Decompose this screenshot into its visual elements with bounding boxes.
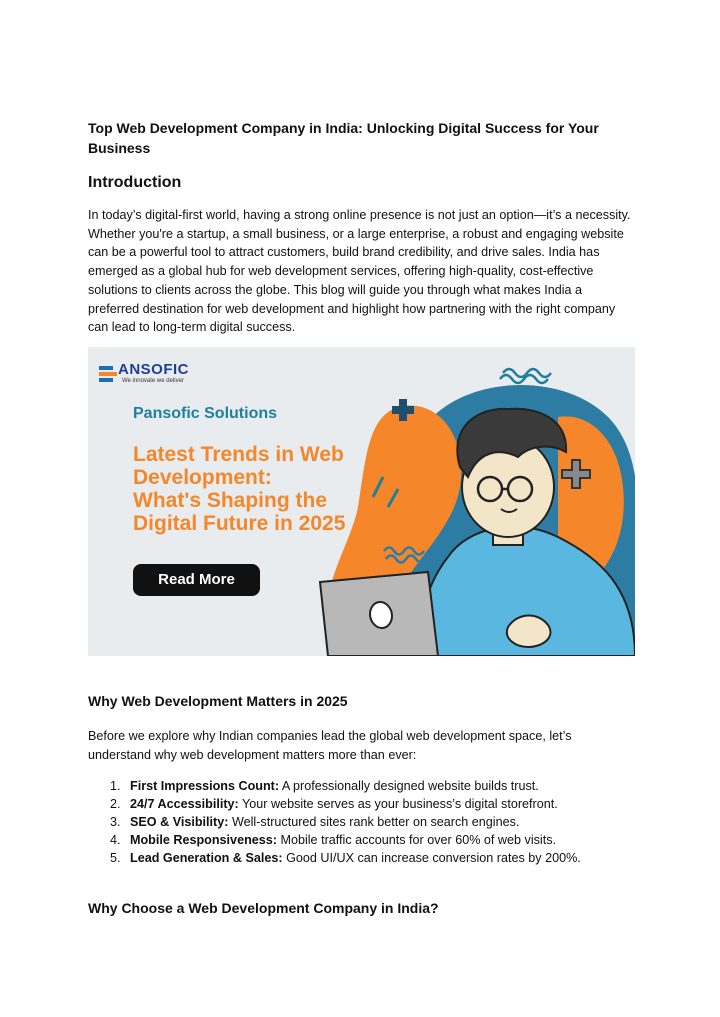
banner-headline xyxy=(133,443,345,535)
list-item-text: A professionally designed website builds trust. xyxy=(279,779,539,793)
promo-banner-image[interactable] xyxy=(88,347,635,656)
introduction-heading: Introduction xyxy=(88,174,182,191)
list-number: 5. xyxy=(110,851,121,865)
list-number: 4. xyxy=(110,833,121,847)
list-item-text: Mobile traffic accounts for over 60% of web visits. xyxy=(276,833,557,847)
banner-headline-line: Development: xyxy=(133,466,272,489)
list-item xyxy=(88,777,581,795)
introduction-paragraph: In today’s digital-first world, having a strong online presence is not just an option—it’s a necessity. Whether you're a startup, a small business, or a large enterprise, a robust and engaging website can be a powerful tool to attract customers, build brand credibility, and drive sales. India has emerged as a global hub for web development services, offering high-quality, cost-effective solutions to clients across the globe. This blog will guide you through what makes India a preferred destination for web development and highlight how partnering with the right company can lead to long-term digital success. xyxy=(88,208,631,335)
list-item-label: 24/7 Accessibility: xyxy=(130,797,239,811)
banner-headline-line: Latest Trends in Web xyxy=(133,443,344,466)
list-item xyxy=(88,831,581,849)
list-item xyxy=(88,813,581,831)
why-paragraph: Before we explore why Indian companies lead the global web development space, let’s understand why web development matters more than ever: xyxy=(88,729,572,762)
list-number: 3. xyxy=(110,815,121,829)
why-heading: Why Web Development Matters in 2025 xyxy=(88,693,348,709)
list-item-label: First Impressions Count: xyxy=(130,779,280,793)
list-item xyxy=(88,795,581,813)
list-number: 1. xyxy=(110,779,121,793)
choose-heading: Why Choose a Web Development Company in India? xyxy=(88,900,439,916)
list-item-label: SEO & Visibility: xyxy=(130,815,229,829)
banner-headline-line: Digital Future in 2025 xyxy=(133,512,346,535)
list-item xyxy=(88,849,581,867)
list-item-label: Lead Generation & Sales: xyxy=(130,851,283,865)
logo-tagline: We innovate we deliver xyxy=(122,378,184,384)
banner-headline-line: What's Shaping the xyxy=(133,489,327,512)
document-title: Top Web Development Company in India: Unlocking Digital Success for Your Business xyxy=(88,120,599,156)
logo-text: ANSOFIC xyxy=(118,361,189,378)
list-item-label: Mobile Responsiveness: xyxy=(130,833,277,847)
list-item-text: Your website serves as your business’s digital storefront. xyxy=(238,797,558,811)
list-number: 2. xyxy=(110,797,121,811)
list-item-text: Good UI/UX can increase conversion rates by 200%. xyxy=(282,851,581,865)
banner-company-name: Pansofic Solutions xyxy=(133,405,278,422)
read-more-button[interactable]: Read More xyxy=(133,564,260,596)
list-item-text: Well-structured sites rank better on search engines. xyxy=(228,815,520,829)
why-list xyxy=(88,777,581,867)
